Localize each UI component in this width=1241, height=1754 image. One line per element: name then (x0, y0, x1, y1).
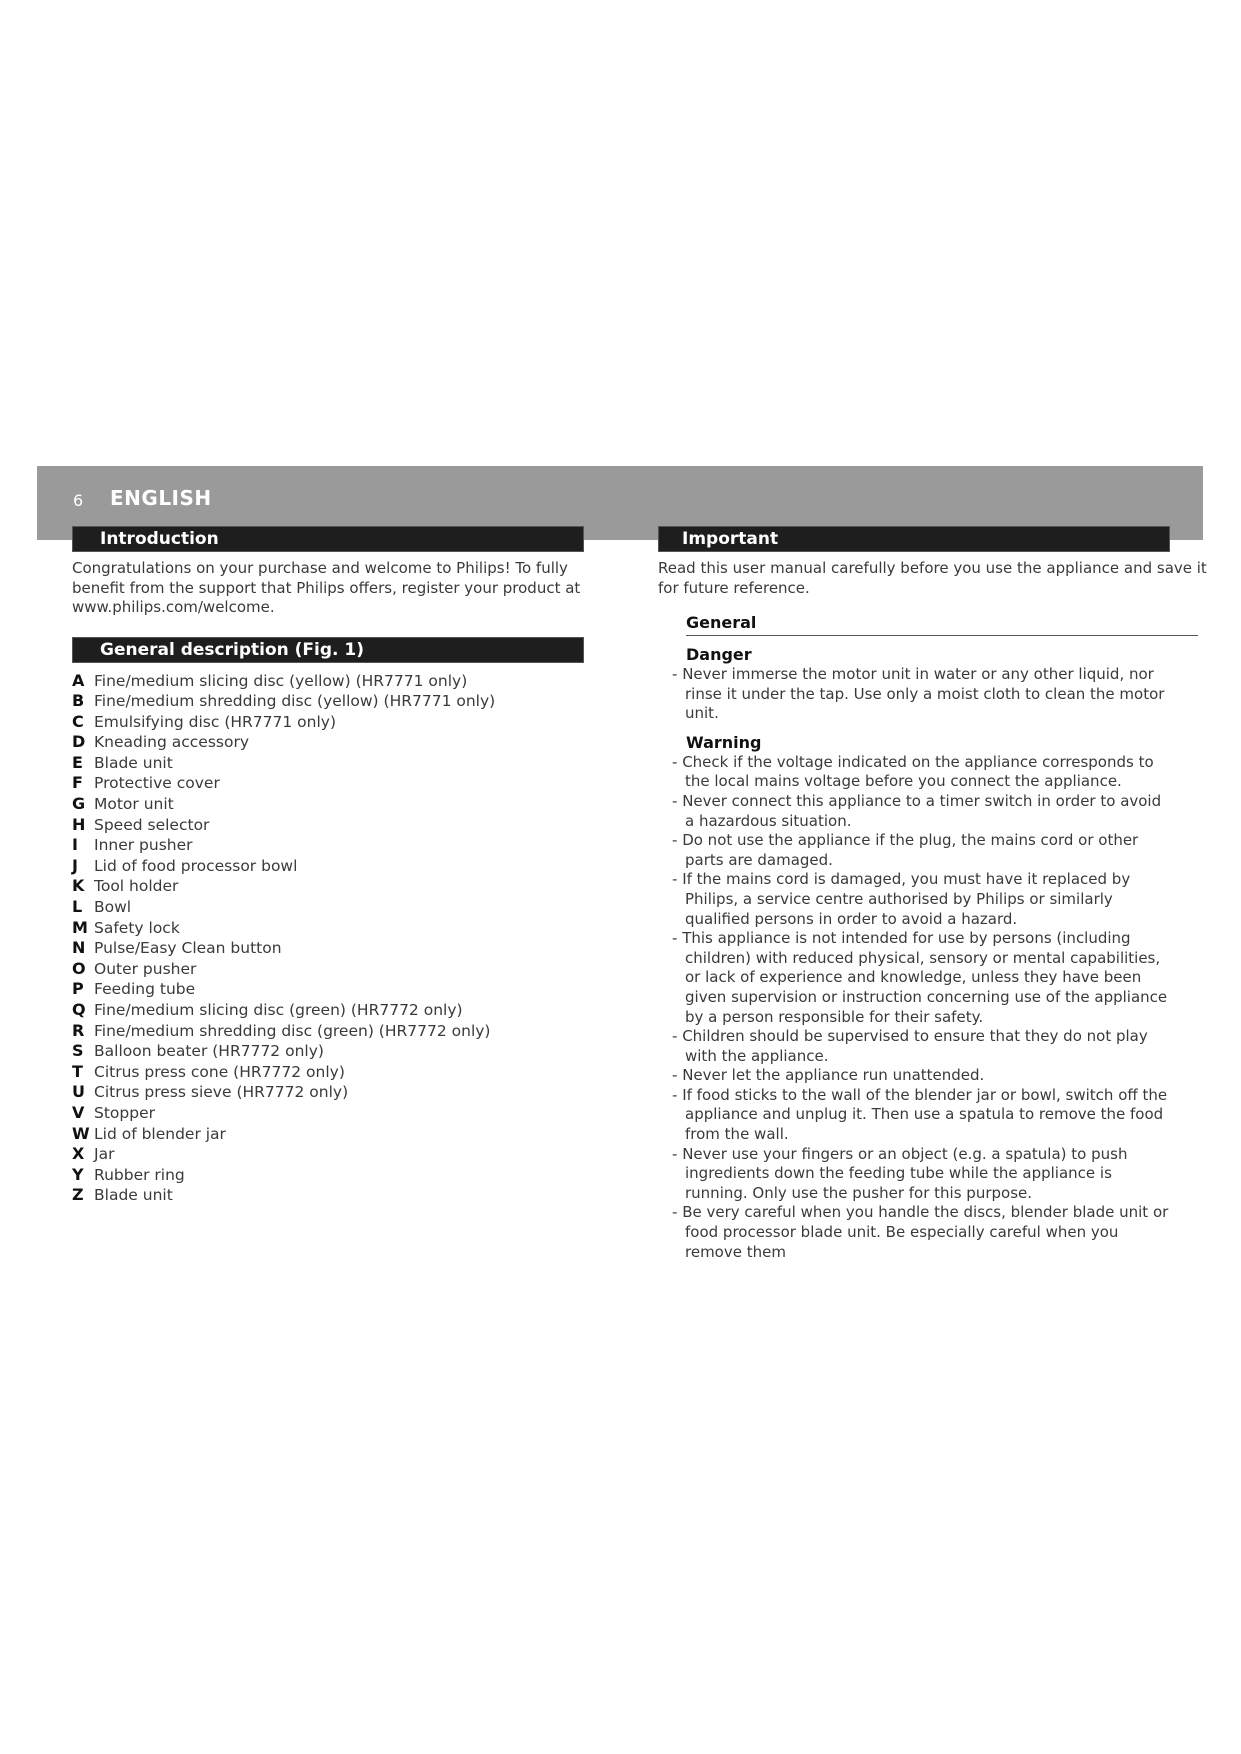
parts-list-item (72, 979, 584, 1000)
warning-heading: Warning (686, 732, 762, 752)
part-label: Bowl (94, 898, 132, 917)
part-letter: A (72, 670, 85, 690)
part-label: Citrus press cone (HR7772 only) (94, 1062, 345, 1081)
part-label: Jar (94, 1145, 115, 1164)
parts-list-item (72, 794, 584, 815)
part-label: Tool holder (94, 877, 179, 896)
parts-list-item (72, 753, 584, 774)
parts-list (72, 671, 584, 1206)
danger-heading: Danger (686, 645, 752, 664)
danger-item: - Never immerse the motor unit in water or any other liquid, nor rinse it under the tap. Use only a moist cloth to clean the motor unit. (658, 665, 1175, 724)
general-heading: General (686, 613, 1198, 636)
part-letter: U (72, 1082, 85, 1102)
parts-list-item (72, 712, 584, 733)
part-label: Citrus press sieve (HR7772 only) (94, 1083, 349, 1102)
part-label: Balloon beater (HR7772 only) (94, 1042, 324, 1061)
part-letter: J (72, 855, 78, 875)
part-label: Rubber ring (94, 1165, 185, 1184)
manual-page (37, 466, 1207, 1286)
part-letter: B (72, 691, 85, 711)
page-number: 6 (73, 491, 84, 510)
parts-list-item (72, 959, 584, 980)
part-label: Outer pusher (94, 959, 197, 978)
parts-list-item (72, 1021, 584, 1042)
part-letter: M (72, 917, 88, 937)
parts-list-item (72, 856, 584, 877)
part-label: Blade unit (94, 1186, 173, 1205)
part-label: Pulse/Easy Clean button (94, 939, 282, 958)
part-letter: W (72, 1123, 90, 1143)
danger-list (658, 665, 1211, 724)
part-letter: C (72, 711, 84, 731)
important-heading: Important (658, 526, 1170, 552)
part-letter: F (72, 773, 83, 793)
warning-item: - Never use your fingers or an object (e.g. a spatula) to push ingredients down the feeding tube while the appliance is running. Only use the pusher for this purpose. (658, 1145, 1175, 1204)
introduction-heading: Introduction (72, 526, 584, 552)
part-label: Speed selector (94, 815, 210, 834)
part-label: Protective cover (94, 774, 220, 793)
part-letter: N (72, 938, 86, 958)
parts-list-item (72, 1062, 584, 1083)
part-label: Inner pusher (94, 836, 193, 855)
important-text: Read this user manual carefully before you use the appliance and save it for future reference. (658, 559, 1207, 597)
warning-item: - If the mains cord is damaged, you must have it replaced by Philips, a service centre authorised by Philips or similarly qualified persons in order to avoid a hazard. (658, 870, 1175, 929)
part-label: Fine/medium slicing disc (green) (HR7772 only) (94, 1001, 463, 1019)
right-column (658, 526, 1211, 1262)
part-label: Fine/medium slicing disc (yellow) (HR7771 only) (94, 671, 468, 690)
parts-list-item (72, 1144, 584, 1165)
warning-item: - Check if the voltage indicated on the appliance corresponds to the local mains voltage before you connect the appliance. (658, 753, 1175, 792)
introduction-text: Congratulations on your purchase and welcome to Philips! To fully benefit from the support that Philips offers, register your product at www.philips.com/welcome. (72, 559, 581, 616)
language-title: ENGLISH (110, 486, 212, 510)
part-label: Blade unit (94, 753, 173, 772)
warning-item: - If food sticks to the wall of the blender jar or bowl, switch off the appliance and unplug it. Then use a spatula to remove the food from the wall. (658, 1086, 1175, 1145)
parts-list-item (72, 1000, 584, 1021)
warning-item: - This appliance is not intended for use by persons (including children) with reduced physical, sensory or mental capabilities, or lack of experience and knowledge, unless they have been given supervision or instruction concerning use of the appliance by a person responsible for their safety. (658, 929, 1175, 1027)
part-label: Kneading accessory (94, 733, 250, 752)
warning-item: - Never let the appliance run unattended. (658, 1066, 1175, 1086)
part-letter: R (72, 1020, 85, 1040)
part-letter: I (72, 835, 78, 855)
parts-list-item (72, 918, 584, 939)
warning-list (658, 753, 1211, 1262)
part-label: Fine/medium shredding disc (yellow) (HR7771 only) (94, 692, 496, 711)
parts-list-item (72, 835, 584, 856)
parts-list-item (72, 897, 584, 918)
part-letter: X (72, 1144, 85, 1164)
left-column (72, 526, 584, 1206)
parts-list-item (72, 1124, 584, 1145)
parts-list-item (72, 815, 584, 836)
part-letter: O (72, 958, 86, 978)
part-letter: K (72, 876, 85, 896)
warning-item: - Children should be supervised to ensure that they do not play with the appliance. (658, 1027, 1175, 1066)
part-letter: H (72, 814, 86, 834)
parts-list-item (72, 732, 584, 753)
part-label: Emulsifying disc (HR7771 only) (94, 712, 337, 731)
parts-list-item (72, 1165, 584, 1186)
part-letter: P (72, 979, 84, 999)
parts-list-item (72, 1041, 584, 1062)
part-letter: S (72, 1041, 84, 1061)
parts-list-item (72, 1082, 584, 1103)
parts-list-item (72, 691, 584, 712)
part-letter: G (72, 794, 86, 814)
part-label: Lid of food processor bowl (94, 856, 298, 875)
parts-list-item (72, 671, 584, 692)
part-letter: V (72, 1102, 85, 1122)
part-letter: Z (72, 1185, 84, 1205)
parts-list-item (72, 1103, 584, 1124)
warning-item: - Be very careful when you handle the discs, blender blade unit or food processor blade unit. Be especially careful when you remove them (658, 1203, 1175, 1262)
part-letter: T (72, 1061, 83, 1081)
part-letter: E (72, 752, 83, 772)
part-label: Feeding tube (94, 980, 196, 999)
warning-item: - Do not use the appliance if the plug, the mains cord or other parts are damaged. (658, 831, 1175, 870)
part-letter: L (72, 897, 83, 917)
parts-list-item (72, 876, 584, 897)
general-description-heading: General description (Fig. 1) (72, 637, 584, 663)
parts-list-item (72, 773, 584, 794)
part-label: Fine/medium shredding disc (green) (HR7772 only) (94, 1021, 491, 1040)
part-label: Stopper (94, 1103, 155, 1122)
part-label: Lid of blender jar (94, 1124, 226, 1143)
parts-list-item (72, 1185, 584, 1206)
part-letter: D (72, 732, 86, 752)
part-letter: Q (72, 1000, 86, 1019)
part-label: Safety lock (94, 918, 180, 937)
part-label: Motor unit (94, 795, 174, 814)
part-letter: Y (72, 1164, 84, 1184)
warning-item: - Never connect this appliance to a timer switch in order to avoid a hazardous situation. (658, 792, 1175, 831)
parts-list-item (72, 938, 584, 959)
